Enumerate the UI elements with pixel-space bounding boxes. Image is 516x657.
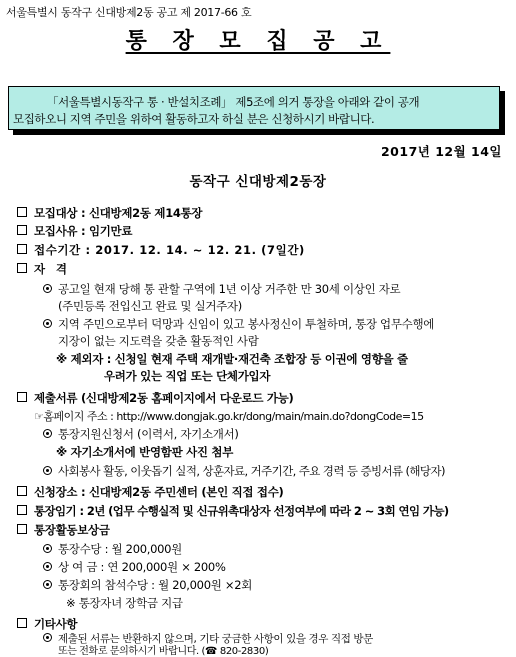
docs-1: 통장지원신청서 (이력서, 자기소개서) bbox=[58, 427, 239, 441]
checkbox-icon bbox=[17, 263, 27, 273]
item-documents: 제출서류 (신대방제2동 홈페이지에서 다운로드 가능) bbox=[34, 391, 294, 405]
item-compensation: 통장활동보상금 bbox=[34, 523, 110, 537]
checkbox-icon bbox=[17, 505, 27, 515]
docs-1-note: ※ 자기소개서에 반영함판 사진 첨부 bbox=[56, 445, 234, 459]
exclusion-line-1: ※ 제외자 : 신청일 현재 주택 재개발·재건축 조합장 등 이권에 영향을 줄 bbox=[56, 352, 408, 366]
page-title bbox=[0, 24, 516, 55]
pay-3-note: ※ 통장자녀 장학금 지급 bbox=[66, 596, 183, 610]
checkbox-icon bbox=[17, 207, 27, 217]
checkbox-icon bbox=[17, 225, 27, 235]
qual-2-line-1: 지역 주민으로부터 덕망과 신임이 있고 봉사정신이 투철하며, 통장 업무수행에 bbox=[58, 317, 435, 331]
checkbox-icon bbox=[17, 524, 27, 534]
docs-2: 사회봉사 활동, 이웃돕기 실적, 상훈자료, 거주기간, 주요 경력 등 증빙서류 (해당자) bbox=[58, 464, 445, 478]
pay-1: 통장수당 : 월 200,000원 bbox=[58, 542, 182, 556]
item-target: 모집대상 : 신대방제2동 제14통장 bbox=[34, 206, 203, 220]
etc-line-1: 제출된 서류는 반환하지 않으며, 기타 궁금한 사항이 있을 경우 직접 방문 bbox=[58, 633, 373, 645]
bullet-icon bbox=[43, 466, 52, 475]
qual-1-line-1: 공고일 현재 당해 통 관할 구역에 1년 이상 거주한 만 30세 이상인 자로 bbox=[58, 282, 401, 296]
bullet-icon bbox=[43, 633, 52, 642]
bullet-icon bbox=[43, 544, 52, 553]
checkbox-icon bbox=[17, 618, 27, 628]
bullet-icon bbox=[43, 429, 52, 438]
homepage-link[interactable]: ☞홈페이지 주소 : http://www.dongjak.go.kr/dong/main/main.do?dongCode=15 bbox=[34, 410, 424, 423]
bullet-icon bbox=[43, 580, 52, 589]
issuer-title: 동작구 신대방제2동장 bbox=[189, 174, 327, 190]
etc-line-2: 또는 전화로 문의하시기 바랍니다. (☎ 820-2830) bbox=[58, 646, 269, 657]
item-etc: 기타사항 bbox=[34, 617, 78, 631]
item-place: 신청장소 : 신대방제2동 주민센터 (본인 직접 접수) bbox=[34, 485, 284, 499]
exclusion-line-2: 우려가 있는 직업 또는 단체가입자 bbox=[104, 369, 271, 383]
pay-2: 상 여 금 : 연 200,000원 × 200% bbox=[58, 560, 226, 574]
item-term: 통장임기 : 2년 (업무 수행실적 및 신규위촉대상자 선정여부에 따라 2 ~ 3회 연임 가능) bbox=[34, 504, 449, 518]
checkbox-icon bbox=[17, 244, 27, 254]
checkbox-icon bbox=[17, 392, 27, 402]
qual-2-line-2: 지장이 없는 지도력을 갖춘 활동적인 사람 bbox=[58, 334, 259, 348]
item-period: 접수기간 : 2017. 12. 14. ~ 12. 21. (7일간) bbox=[34, 243, 305, 257]
page-title-text: 통 장 모 집 공 고 bbox=[125, 29, 391, 54]
notice-box bbox=[8, 86, 500, 130]
notice-line-2: 모집하오니 지역 주민을 위하여 활동하고자 하실 분은 신청하시기 바랍니다. bbox=[13, 112, 375, 126]
bullet-icon bbox=[43, 284, 52, 293]
item-qualification: 자 격 bbox=[34, 262, 67, 276]
qual-1-line-2: (주민등록 전입신고 완료 및 실거주자) bbox=[58, 299, 242, 313]
pay-3: 통장회의 참석수당 : 월 20,000원 ×2회 bbox=[58, 578, 253, 592]
notice-line-1: 「서울특별시동작구 통 · 반설치조례」 제5조에 의거 통장을 아래와 같이 공개 bbox=[47, 95, 420, 109]
announcement-number: 서울특별시 동작구 신대방제2동 공고 제 2017-66 호 bbox=[6, 6, 252, 19]
checkbox-icon bbox=[17, 486, 27, 496]
notice-date: 2017년 12월 14일 bbox=[380, 144, 502, 159]
bullet-icon bbox=[43, 319, 52, 328]
item-reason: 모집사유 : 임기만료 bbox=[34, 224, 133, 238]
bullet-icon bbox=[43, 562, 52, 571]
